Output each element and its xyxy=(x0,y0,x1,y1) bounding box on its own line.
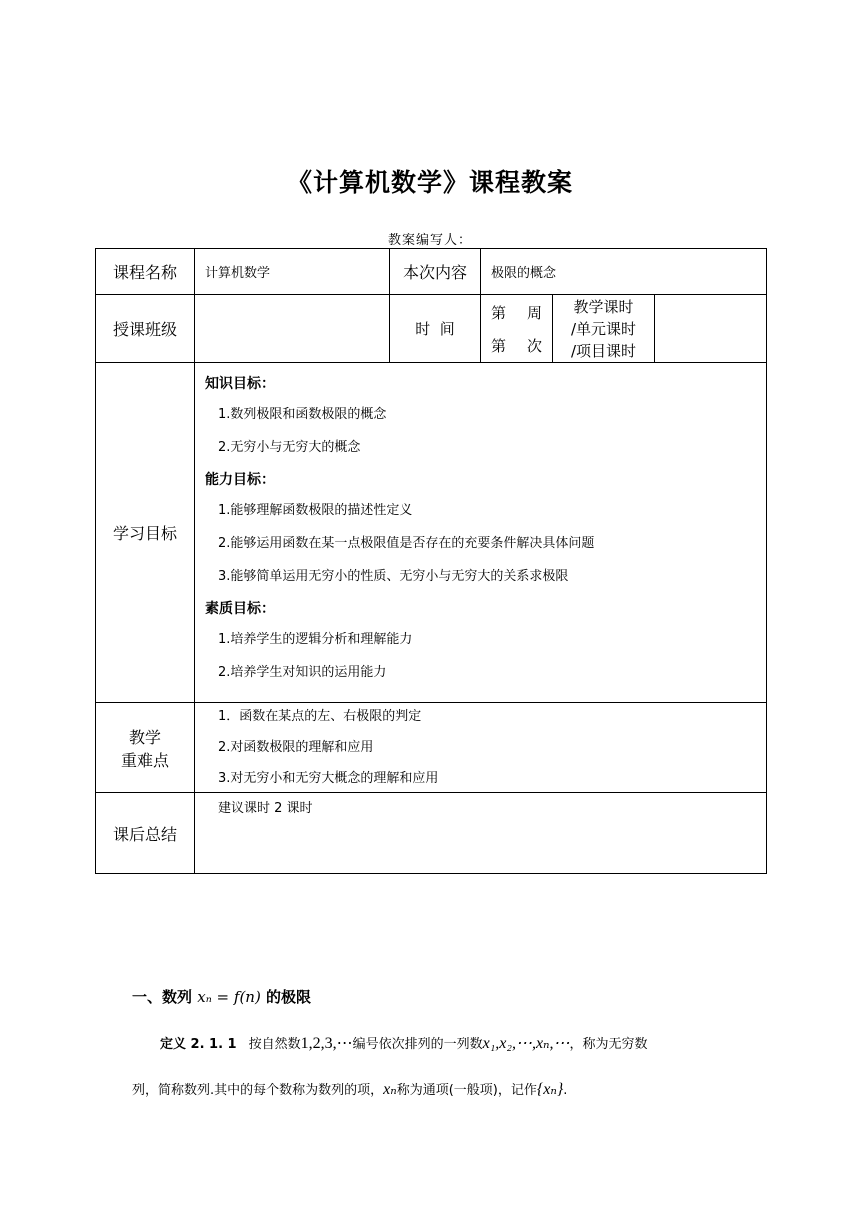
keypoints-label-line1: 教学 xyxy=(128,727,161,747)
definition-line-1 xyxy=(132,1033,772,1056)
keypoints-content xyxy=(195,703,767,793)
keypoints-label xyxy=(96,703,195,793)
section-heading-suffix: 的极限 xyxy=(266,988,312,1006)
section-heading xyxy=(132,986,311,1007)
list-item: 1.能够理解函数极限的描述性定义 xyxy=(218,503,413,518)
page-title: 《计算机数学》课程教案 xyxy=(286,168,573,197)
list-item: 2.能够运用函数在某一点极限值是否存在的充要条件解决具体问题 xyxy=(218,536,595,551)
definition-label: 定义 2. 1. 1 xyxy=(160,1037,237,1052)
definition-text: 编号依次排列的一列数 xyxy=(352,1037,483,1052)
week-prefix: 第 xyxy=(491,303,507,322)
goals-label: 学习目标 xyxy=(96,363,195,703)
definition-text: 按自然数 xyxy=(248,1037,301,1052)
hours-value xyxy=(655,295,767,363)
natural-numbers: 1,2,3,⋯ xyxy=(300,1035,353,1052)
list-item: 1．函数在某点的左、右极限的判定 xyxy=(218,709,422,724)
class-value xyxy=(195,295,390,363)
ability-title: 能力目标： xyxy=(205,472,275,488)
definition-line-2 xyxy=(132,1079,772,1102)
table-row xyxy=(96,249,767,295)
content-value: 极限的概念 xyxy=(481,249,767,295)
hours-label-line: 教学课时 xyxy=(573,297,634,316)
quality-title: 素质目标： xyxy=(205,601,275,617)
sequence-notation: {xₙ} xyxy=(536,1081,564,1098)
hours-label-line: /项目课时 xyxy=(570,341,637,360)
keypoints-label-line2: 重难点 xyxy=(120,750,169,770)
knowledge-title: 知识目标： xyxy=(205,376,275,392)
table-row xyxy=(96,295,767,363)
definition-text: ，称为无穷数 xyxy=(569,1037,648,1052)
summary-content xyxy=(195,793,767,874)
class-label: 授课班级 xyxy=(96,295,195,363)
goals-content xyxy=(195,363,767,703)
table-row xyxy=(96,703,767,793)
list-item: 2.对函数极限的理解和应用 xyxy=(218,740,374,755)
general-term: xₙ xyxy=(383,1081,397,1098)
summary-label: 课后总结 xyxy=(96,793,195,874)
section-heading-prefix: 一、数列 xyxy=(132,988,193,1006)
week-cell xyxy=(481,295,553,363)
definition-text: . xyxy=(563,1083,568,1098)
content-label: 本次内容 xyxy=(390,249,481,295)
times-prefix: 第 xyxy=(491,336,507,355)
summary-text: 建议课时 2 课时 xyxy=(218,801,313,816)
time-label: 时 间 xyxy=(390,295,481,363)
list-item: 2.培养学生对知识的运用能力 xyxy=(218,665,387,680)
hours-label-line: /单元课时 xyxy=(570,319,637,338)
section-heading-formula: xₙ = f(n) xyxy=(197,988,261,1006)
list-item: 3.能够简单运用无穷小的性质、无穷小与无穷大的关系求极限 xyxy=(218,569,569,584)
table-row xyxy=(96,363,767,703)
definition-text: 列，简称数列.其中的每个数称为数列的项， xyxy=(132,1083,384,1098)
lesson-plan-table xyxy=(95,248,767,874)
sequence-formula: x₁,x₂,⋯,xₙ,⋯ xyxy=(482,1035,570,1052)
course-name-value: 计算机数学 xyxy=(195,249,390,295)
list-item: 1.培养学生的逻辑分析和理解能力 xyxy=(218,632,413,647)
times-suffix: 次 xyxy=(526,336,542,355)
definition-text: 称为通项(一般项)，记作 xyxy=(396,1083,537,1098)
list-item: 3.对无穷小和无穷大概念的理解和应用 xyxy=(218,771,439,786)
table-row xyxy=(96,793,767,874)
author-label: 教案编写人： xyxy=(387,233,472,248)
course-name-label: 课程名称 xyxy=(96,249,195,295)
hours-label-cell xyxy=(553,295,655,363)
list-item: 1.数列极限和函数极限的概念 xyxy=(218,407,387,422)
week-suffix: 周 xyxy=(526,303,542,322)
list-item: 2.无穷小与无穷大的概念 xyxy=(218,440,361,455)
